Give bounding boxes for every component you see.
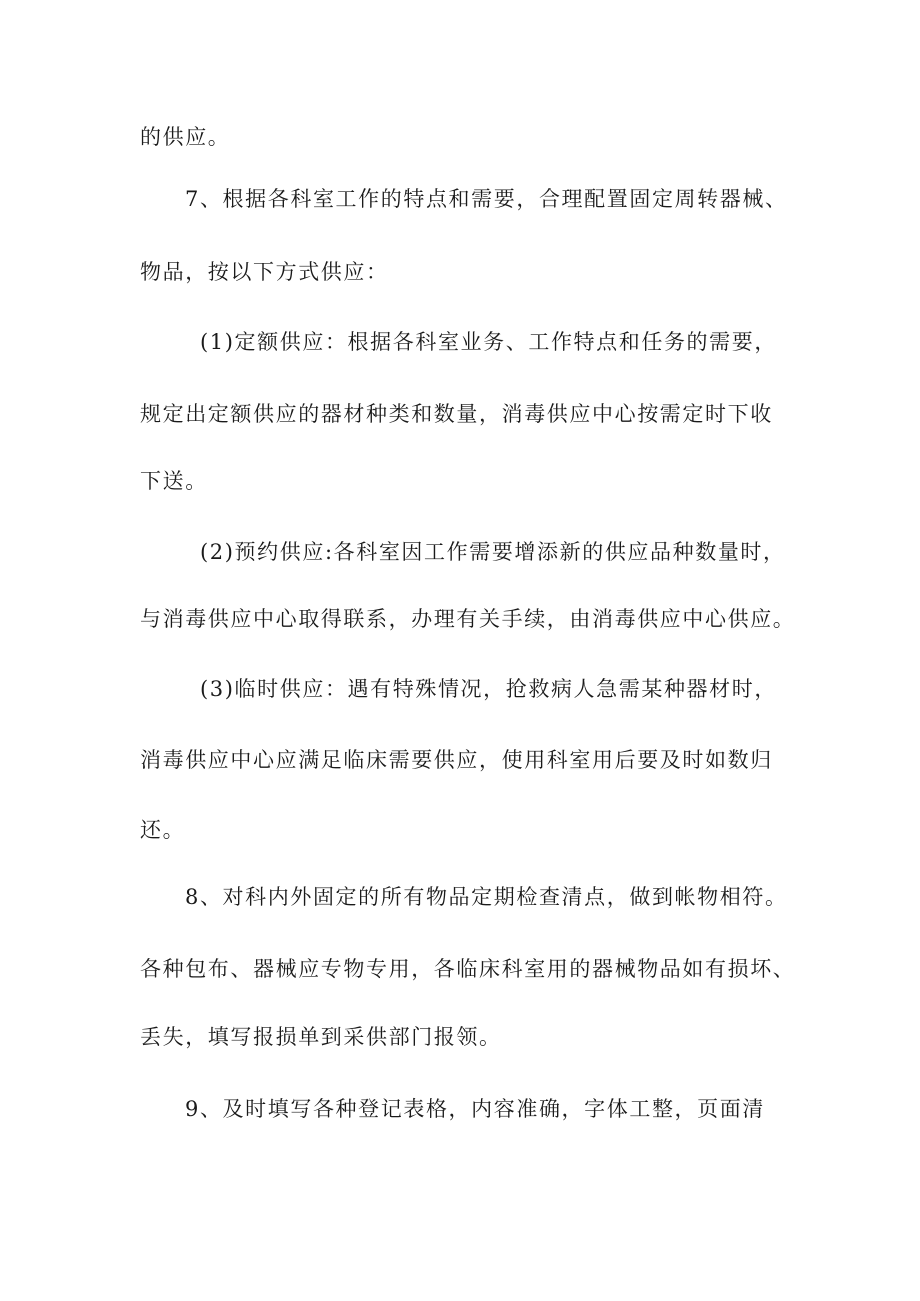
text-line: 的供应。 <box>140 125 231 149</box>
item-3-line: (3)临时供应：遇有特殊情况，抢救病人急需某种器材时， <box>200 677 777 701</box>
text-line: 物品，按以下方式供应： <box>140 260 389 284</box>
text-line: 消毒供应中心应满足临床需要供应，使用科室用后要及时如数归 <box>140 748 773 772</box>
text-line: 各种包布、器械应专物专用，各临床科室用的器械物品如有损坏、 <box>140 957 796 981</box>
paragraph-8-line: 8、对科内外固定的所有物品定期检查清点，做到帐物相符。 <box>185 885 788 909</box>
item-1-line: (1)定额供应：根据各科室业务、工作特点和任务的需要， <box>200 330 777 354</box>
paragraph-9-line: 9、及时填写各种登记表格，内容准确，字体工整，页面清 <box>185 1097 765 1121</box>
item-2-line: (2)预约供应:各科室因工作需要增添新的供应品种数量时， <box>200 540 786 564</box>
text-line: 下送。 <box>140 469 208 493</box>
paragraph-7-line: 7、根据各科室工作的特点和需要，合理配置固定周转器械、 <box>185 187 788 211</box>
text-line: 还。 <box>140 818 186 842</box>
text-line: 丢失，填写报损单到采供部门报领。 <box>140 1025 502 1049</box>
text-line: 规定出定额供应的器材种类和数量，消毒供应中心按需定时下收 <box>140 402 773 426</box>
text-line: 与消毒供应中心取得联系，办理有关手续，由消毒供应中心供应。 <box>140 607 796 631</box>
